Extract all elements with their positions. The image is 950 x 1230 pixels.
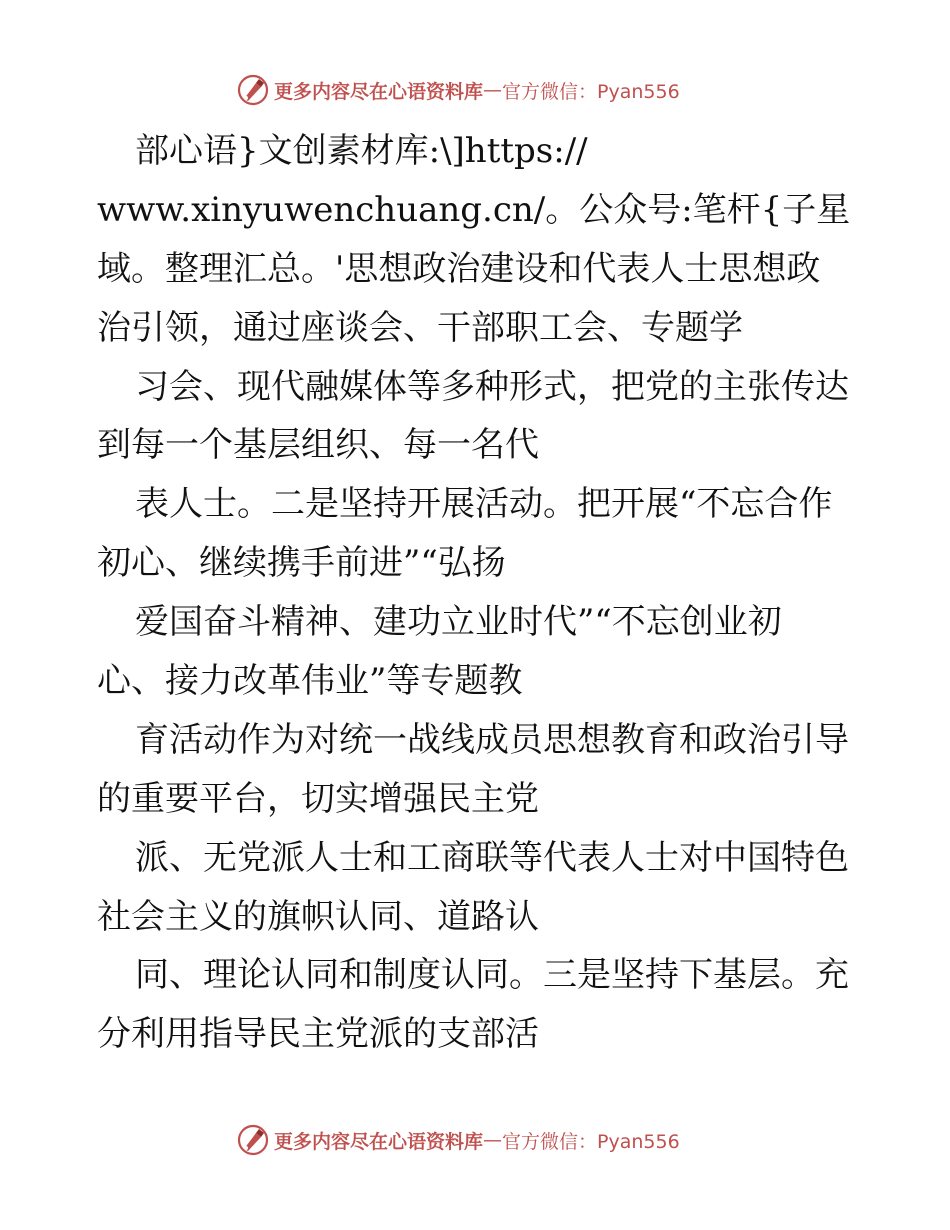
text-line: 到每一个基层组织、每一名代 (97, 425, 539, 466)
text-line: 治引领，通过座谈会、干部职工会、专题学 (97, 307, 743, 348)
pen-logo-icon (236, 1123, 270, 1157)
text-line: 分利用指导民主党派的支部活 (97, 1014, 539, 1055)
document-body (97, 122, 867, 1064)
text-line: 表人士。二是坚持开展活动。把开展“不忘合作 (135, 484, 833, 525)
text-line: 部心语}文创素材库:\]https:// (135, 131, 588, 171)
text-line: 社会主义的旗帜认同、道路认 (97, 896, 539, 937)
watermark-main-text: 更多内容尽在心语资料库 (274, 80, 484, 103)
footer-watermark (236, 1122, 680, 1158)
watermark-wechat-text: 官方微信：Pyan556 (502, 1130, 680, 1153)
watermark-wechat-text: 官方微信：Pyan556 (502, 80, 680, 103)
text-line: 育活动作为对统一战线成员思想教育和政治引导 (135, 719, 849, 760)
watermark-main-text: 更多内容尽在心语资料库 (274, 1130, 484, 1153)
text-line: www.xinyuwenchuang.cn/。公众号:笔杆{子星 (97, 189, 851, 230)
text-line: 派、无党派人士和工商联等代表人士对中国特色 (135, 837, 849, 878)
text-line: 初心、继续携手前进”“弘扬 (97, 543, 506, 584)
pen-logo-icon (236, 73, 270, 107)
text-line: 爱国奋斗精神、建功立业时代”“不忘创业初 (135, 602, 782, 643)
watermark-separator: — (483, 79, 503, 101)
text-line: 的重要平台，切实增强民主党 (97, 778, 539, 819)
watermark-separator: — (483, 1129, 503, 1151)
header-watermark (236, 72, 680, 108)
text-line: 域。整理汇总。'思想政治建设和代表人士思想政 (97, 248, 821, 289)
text-line: 习会、现代融媒体等多种形式，把党的主张传达 (135, 366, 849, 407)
text-line: 心、接力改革伟业”等专题教 (97, 661, 523, 702)
text-line: 同、理论认同和制度认同。三是坚持下基层。充 (135, 955, 849, 996)
